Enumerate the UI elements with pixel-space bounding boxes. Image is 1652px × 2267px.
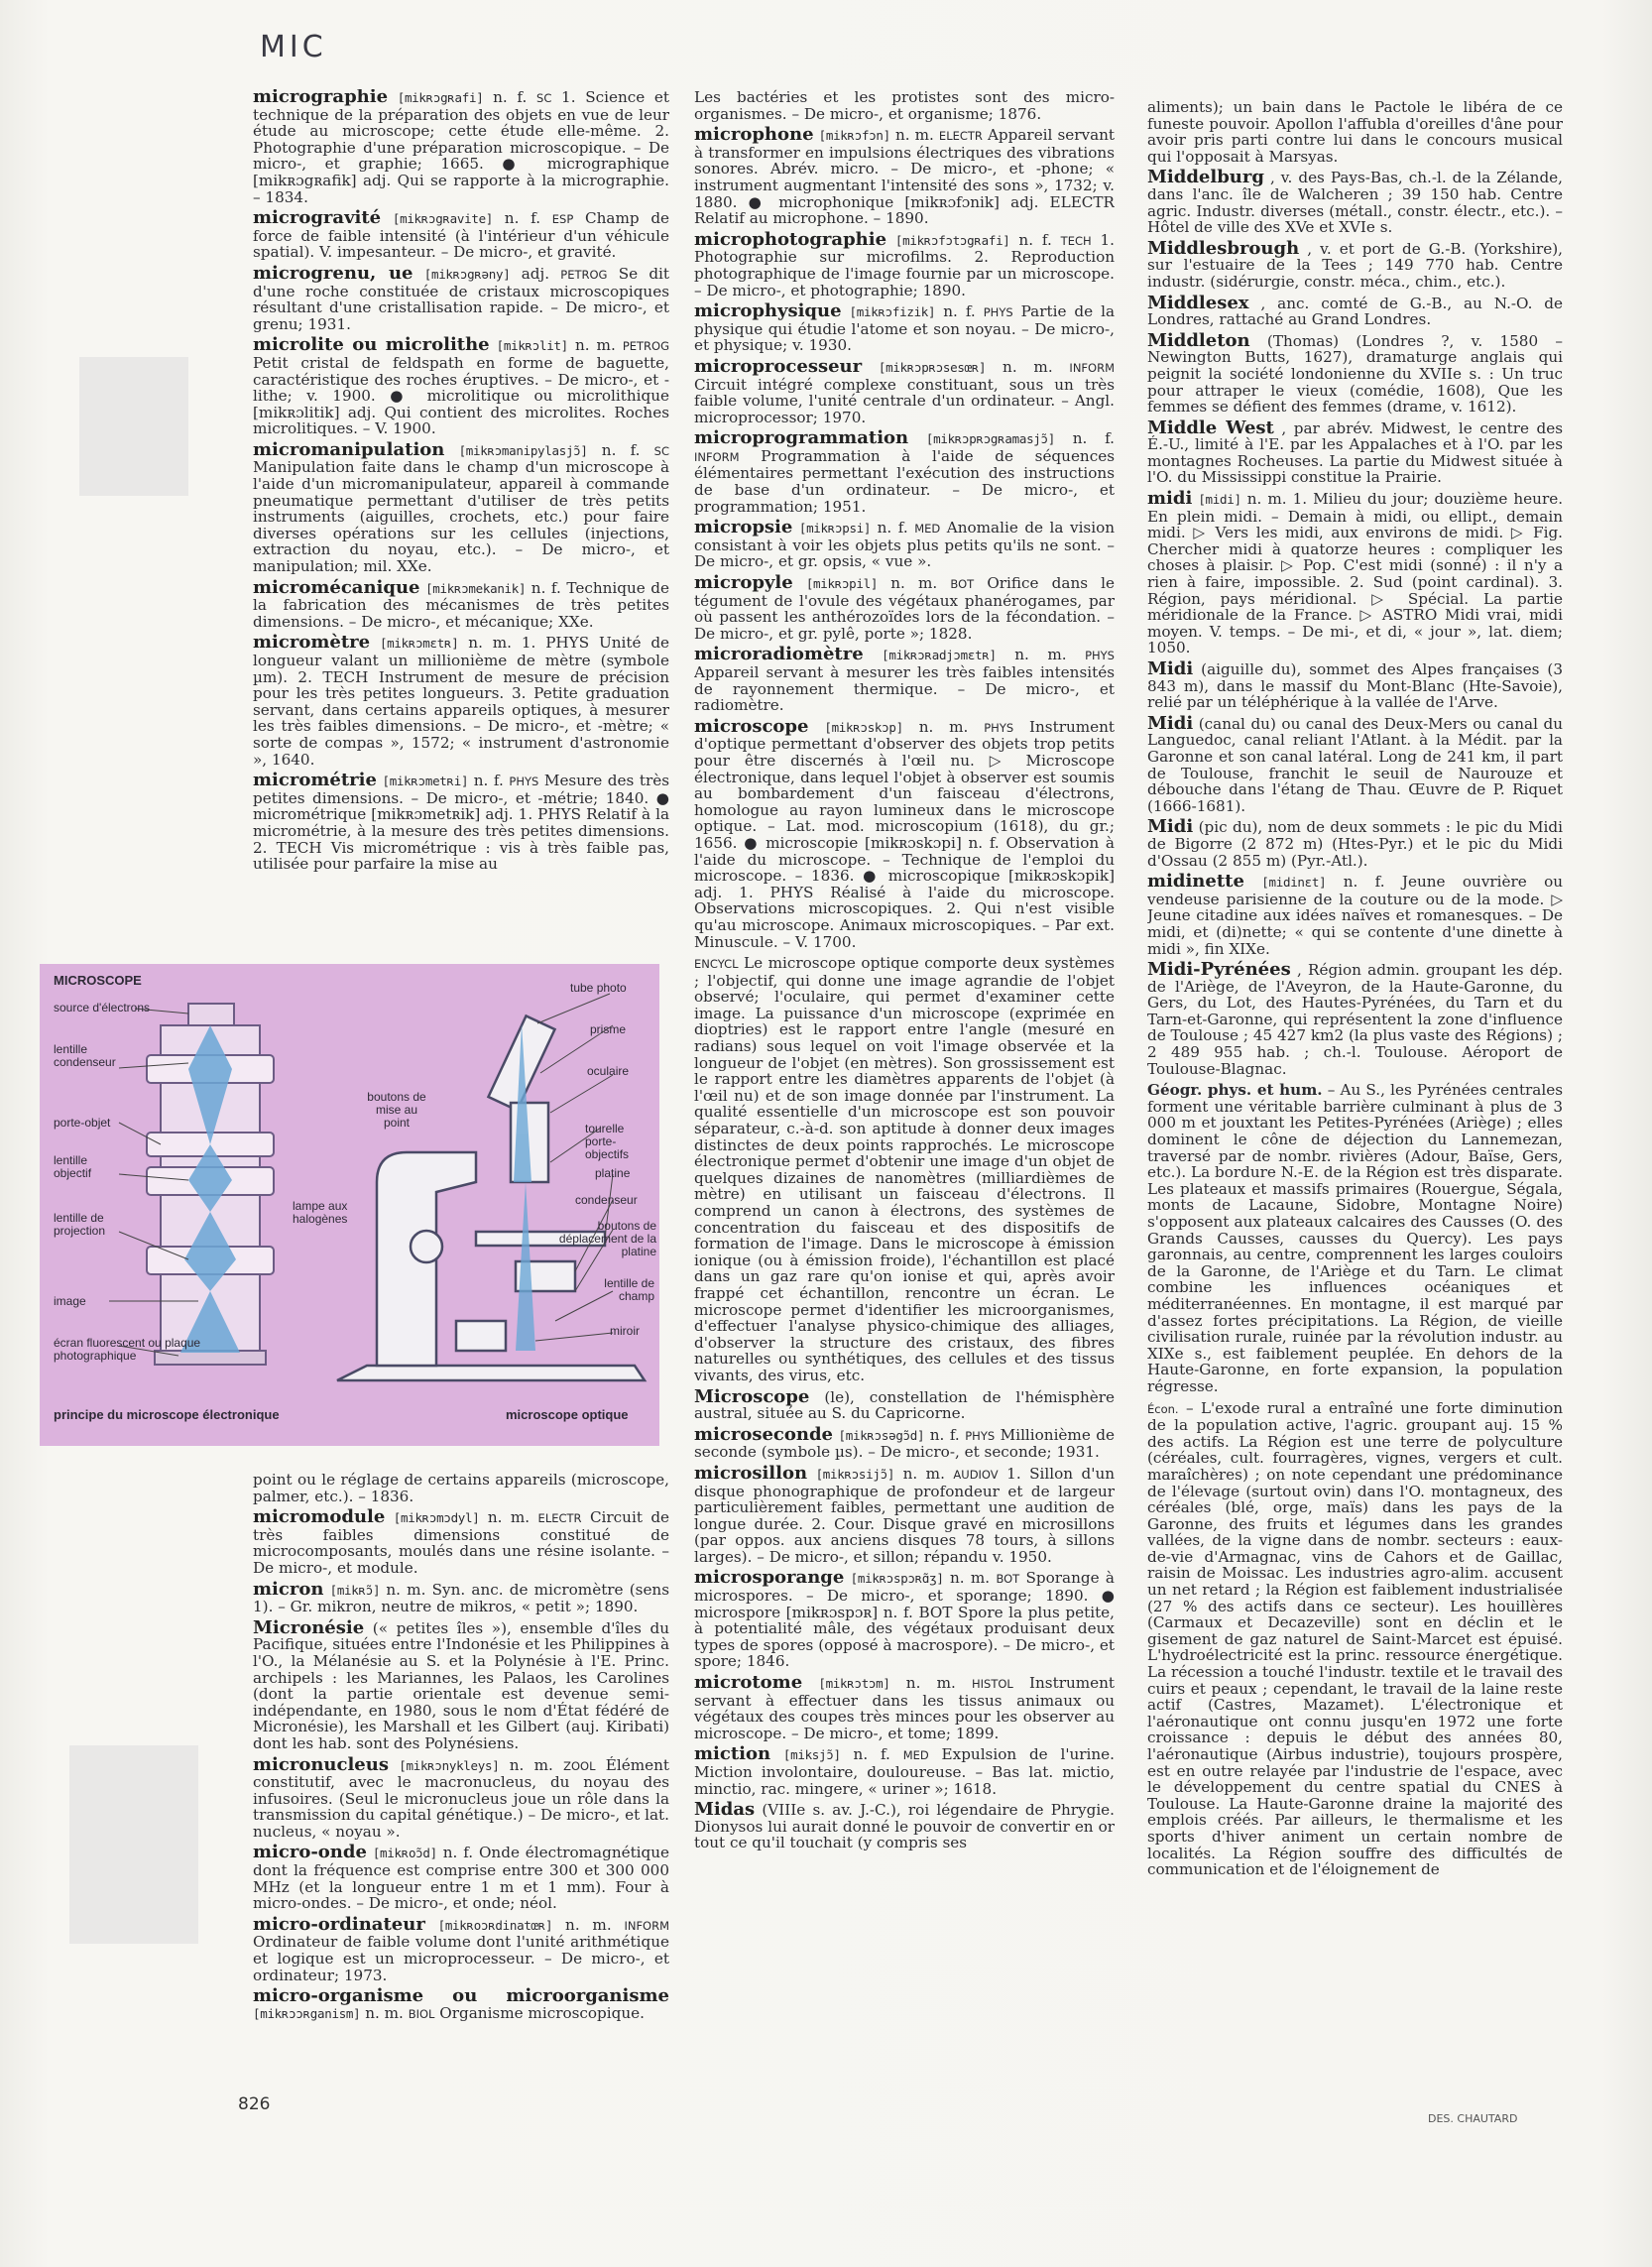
dictionary-entry [694, 1672, 1115, 1742]
dictionary-entry [694, 1567, 1115, 1671]
entry-phonetic: [mikʀɔlit] [496, 338, 568, 354]
entry-headword: Micronésie [253, 1616, 365, 1638]
entry-domain-tag: Géogr. phys. et hum. [1147, 1081, 1323, 1100]
entry-definition: Appareil servant à transformer en impulsions électriques des vibrations sonores. Abrév. micro. – De micro-, et -phone; « instrument augmentant l'intensité des sons », 1732; v. 1880. ● microphonique [mikʀɔfɔnik] adj. ELECTR Relatif au microphone. – 1890. [694, 126, 1115, 228]
entry-definition: Jeune ouvrière ou vendeuse parisienne de la couture ou de la mode. ▷ Jeune citadine aux idées naïves et romanesques. – De midi, et (di)nette; « qui se contente d'une dinette à midi », fin XIXe. [1147, 873, 1563, 958]
label-boutons-mise-au-point: boutons de mise au point [367, 1090, 426, 1130]
entry-definition: (le), constellation de l'hémisphère austral, située au S. du Capricorne. [694, 1387, 1115, 1423]
entry-definition: – L'exode rural a entraîné une forte diminution de la population active, l'agric. groupant auj. 15 % des actifs. La Région est une terre de polyculture (céréales, cult. fourragères, vignes, vergers et cult. maraîchères) ; on note cependant une prédominance de l'élevage (surtout ovin) dans l'O. montagneux, des céréales (blé, orge, maïs) dans les pays de la Garonne, des fruits et légumes dans les grandes vallées, de la vigne dans de nombr. secteurs : eaux-de-vie d'Armagnac, vins de Cahors et de Gaillac, raisin de Moissac. Les industries agro-alim. accusent un net retard ; la Région est faiblement industrialisée (27 % des actifs dans ce secteur). Les houillères (Carmaux et Decazeville) sont en déclin et le gisement de gaz naturel de Saint-Marcet est épuisé. L'hydroélectricité est la princ. ressource énergétique. La récession a touché l'industr. textile et le travail des cuirs et peaux ; cependant, le travail de la laine reste actif (Castres, Mazamet). L'électronique et l'aéronautique ont connu jusqu'en 1972 une forte croissance : depuis le début des années 80, l'aéronautique (Airbus industrie), toujours prospère, est en outre relayée par l'industrie de l'espace, avec le développement du centre spatial du CNES à Toulouse. La Haute-Garonne draine la majorité des emplois créés. Par ailleurs, le thermalisme et les sports d'hiver animent un certain nombre de localités. La Région souffre des difficultés de communication et de l'éloignement de [1147, 1398, 1563, 1879]
entry-definition: Technique de la fabrication des mécanismes de très petites dimensions. – De micro-, et mécanique; XXe. [253, 578, 669, 631]
entry-definition: (Thomas) (Londres ?, v. 1580 – Newington Butts, 1627), dramaturge anglais qui peignit la société londonienne du XVIIe s. : Un truc pour attraper le vieux (comédie, 1608), Que les femmes se défient des femmes (drame, v. 1612). [1147, 331, 1563, 417]
entry-grammar: n. m. [509, 1755, 553, 1774]
entry-definition: Anomalie de la vision consistant à voir les objets plus petits qu'ils ne sont. – De micro-, et gr. opsis, « vue ». [694, 519, 1115, 571]
running-head: MIC [260, 30, 327, 64]
entry-definition: , v. et port de G.-B. (Yorkshire), sur l'estuaire de la Tees ; 149 770 hab. Centre industr. (sidérurgie, constr. méca., chim., etc.). [1147, 239, 1563, 291]
dictionary-entry [1147, 329, 1563, 417]
entry-definition: , anc. comté de G.-B., au N.-O. de Londres, rattaché au Grand Londres. [1147, 294, 1563, 329]
entry-domain-tag: INFORM [694, 449, 740, 464]
label-oculaire: oculaire [587, 1064, 630, 1078]
entry-definition: Élément constitutif, avec le macronucleus, du noyau des infusoires. (Seul le micronucleus joue un rôle dans la transmission du capital génétique.) – De micro-, et lat. nucleus, « noyau ». [253, 1755, 669, 1841]
label-source: source d'électrons [54, 1001, 151, 1014]
entry-domain-tag: ELECTR [938, 129, 983, 144]
entry-domain-tag: ENCYCL [694, 957, 739, 972]
entry-definition: Se dit d'une roche constituée de cristaux microscopiques résultant d'une cristallisation rapide. – De micro-, et grenu; 1931. [253, 264, 669, 333]
entry-headword: micromanipulation [253, 438, 445, 460]
dictionary-entry [694, 355, 1115, 426]
entry-phonetic: [mikʀɔfɔn] [818, 128, 890, 144]
entry-definition: Appareil servant à mesurer les très faibles intensités de rayonnement thermique. – De micro-, et radiomètre. [694, 663, 1115, 715]
dictionary-entry [253, 1506, 669, 1577]
entry-grammar: n. f. [943, 302, 976, 321]
entry-phonetic: [mikʀɔɔʀganism] [253, 2005, 361, 2021]
entry-headword: micro-onde [253, 1842, 367, 1863]
dictionary-entry [253, 1985, 669, 2022]
label-lentille-objectif: lentille objectif [54, 1153, 92, 1180]
entry-grammar: n. m. [890, 574, 938, 593]
entry-grammar: n. f. [504, 209, 541, 228]
entry-headword: Midi [1147, 816, 1194, 838]
entry-grammar: n. m. [949, 1569, 991, 1588]
entry-headword: Midas [694, 1799, 756, 1821]
dictionary-entry [694, 124, 1115, 228]
entry-domain-tag: PHYS [1085, 649, 1115, 663]
entry-definition: Circuit de très faibles dimensions constitué de microcomposants, moulés dans une résine isolante. – De micro-, et module. [253, 1508, 669, 1577]
entry-headword: midinette [1147, 871, 1244, 893]
entry-definition: (« petites îles »), ensemble d'îles du Pacifique, situées entre l'Indonésie et les Philippines à l'O., la Mélanésie au S. et la Polynésie à l'E. Princ. archipels : les Mariannes, les Palaos, les Carolines (dont la partie orientale est devenue semi-indépendante, en 1980, sous le nom d'État fédéré de Micronésie), les Marshall et les Gilbert (auj. Kiribati) dont les hab. sont des Polynésiens. [253, 1618, 669, 1752]
entry-phonetic: [mikʀoɔ̃d] [372, 1846, 437, 1861]
entry-phonetic: [mikʀɔtɔm] [818, 1676, 890, 1692]
entry-grammar: n. m. [468, 634, 512, 653]
entry-domain-tag: ZOOL [563, 1758, 596, 1773]
entry-grammar: n. m. [487, 1508, 531, 1527]
entry-grammar: n. f. [1018, 230, 1052, 249]
entry-phonetic: [mikʀɔpʀɔsesœʀ] [878, 359, 987, 375]
caption-optique: microscope optique [506, 1407, 629, 1422]
entry-domain-tag: HISTOL [972, 1677, 1013, 1692]
entry-phonetic: [midi] [1198, 492, 1241, 508]
entry-headword: microphone [694, 124, 814, 146]
entry-domain-tag: BIOL [408, 2006, 435, 2021]
dictionary-entry [694, 228, 1115, 299]
entry-phonetic: [mikʀɔnykleys] [399, 1757, 500, 1773]
entry-definition: Mesure des très petites dimensions. – De micro-, et -métrie; 1840. ● micrométrique [mikʀɔmetʀik] adj. 1. PHYS Relatif à la micrométrie, à la mesure des très petites dimensions. 2. TECH Vis micrométrique : vis à très faible pas, utilisée pour parfaire la mise au [253, 772, 669, 874]
entry-phonetic: [mikʀɔgʀəny] [423, 266, 511, 282]
entry-definition: (canal du) ou canal des Deux-Mers ou canal du Languedoc, canal reliant l'Atlant. à la Médit. par la Garonne et son canal latéral. Long de 241 km, il part de Toulouse, franchit le seuil de Naurouze et débouche dans l'étang de Thau. Œuvre de P. Riquet (1666-1681). [1147, 714, 1563, 815]
dictionary-entry [1147, 959, 1563, 1078]
entry-definition: 1. Photographie sur microfilms. 2. Reproduction photographique de l'image fournie par un microscope. – De micro-, et photographie; 1890. [694, 230, 1115, 299]
entry-definition: 1. PHYS Unité de longueur valant un millionième de mètre (symbole µm). 2. TECH Instrument de mesure de précision pour les très petites longueurs. 3. Petite graduation servant, dans certains appareils optiques, à mesurer les très faibles dimensions. – De micro-, et -mètre; « sorte de compas », 1572; « instrument d'astronomie », 1640. [253, 634, 669, 769]
dictionary-entry [253, 207, 669, 262]
entry-definition: , v. des Pays-Bas, ch.-l. de la Zélande, dans l'anc. île de Walcheren ; 39 150 hab. Centre agric. Industr. diverses (métall., constr. électr., etc.). – Hôtel de ville des XVe et XVIe s. [1147, 169, 1563, 237]
entry-headword: midi [1147, 488, 1193, 510]
entry-phonetic: [miksjɔ̃] [782, 1747, 841, 1763]
entry-domain-tag: PHYS [983, 305, 1013, 320]
entry-domain-tag: PHYS [984, 720, 1014, 735]
dictionary-entry [1147, 1082, 1563, 1394]
entry-headword: microsillon [694, 1462, 808, 1484]
label-image: image [54, 1294, 86, 1308]
entry-domain-tag: MED [902, 1748, 929, 1763]
entry-definition: point ou le réglage de certains appareils (microscope, palmer, etc.). – 1836. [253, 1472, 669, 1505]
entry-phonetic: [mikʀɔskɔp] [824, 719, 903, 735]
dictionary-entry [1147, 99, 1563, 165]
dictionary-entry [1147, 237, 1563, 291]
entry-definition: 1. Sillon d'un disque phonographique de profondeur et de largeur particulièrement faibles, permettant une audition de longue durée. 2. Cour. Disque gravé en microsillons (par oppos. aux anciens disques 78 tours, à sillons larges). – De micro-, et sillon; répandu v. 1950. [694, 1464, 1115, 1566]
entry-definition: Le microscope optique comporte deux systèmes ; l'objectif, qui donne une image agrandie de l'objet observé; l'oculaire, qui permet d'examiner cette image. La puissance d'un microscope (exprimée en dioptries) est le rapport entre l'angle (mesuré en radians) sous lequel on voit l'image observée et la longueur de l'objet (en mètres). Son grossissement est le rapport entre les diamètres apparents de l'objet (à l'œil nu) et de son image donnée par l'instrument. La qualité essentielle d'un microscope est son pouvoir séparateur, c.-à-d. son aptitude à donner deux images distinctes de deux points rapprochés. Le microscope électronique permet d'obtenir une image d'un objet de quelques dizaines de nanomètres (milliardièmes de mètre) en utilisant un faisceau d'électrons. Il comprend un canon à électrons, des systèmes de concentration du faisceau et des dispositifs de formation de l'image. Dans le microscope à émission ionique (ou à émission froide), l'échantillon est placé dans un gaz rare qu'on ionise et qui, après avoir frappé cet échantillon, rencontre un écran. Le microscope permet d'identifier les microorganismes, d'effectuer l'analyse physico-chimique des alliages, d'observer la structure des cristaux, des fibres naturelles ou synthétiques, des cellules et des tissus vivants, des virus, etc. [694, 954, 1115, 1384]
label-lentille-champ: lentille de champ [604, 1276, 654, 1303]
entry-definition: (VIIIe s. av. J.-C.), roi légendaire de Phrygie. Dionysos lui aurait donné le pouvoir de convertir en or tout ce qu'il touchait (y compris ses [694, 1801, 1115, 1852]
label-lentille-projection: lentille de projection [54, 1211, 106, 1238]
entry-headword: microscope [694, 715, 809, 737]
label-tourelle: tourelle porte-objectifs [585, 1122, 630, 1161]
figure-title: MICROSCOPE [54, 973, 142, 988]
entry-headword: micromodule [253, 1506, 386, 1528]
entry-domain-tag: SC [653, 443, 669, 458]
dictionary-entry [253, 262, 669, 333]
entry-grammar: n. m. [365, 2003, 404, 2022]
microscope-figure [40, 964, 659, 1446]
caption-electron: principe du microscope électronique [54, 1407, 280, 1422]
entry-headword: microgrenu, ue [253, 262, 413, 284]
entry-grammar: n. f. [442, 1844, 474, 1862]
entry-grammar: n. m. [905, 1674, 956, 1693]
entry-headword: micrométrie [253, 770, 377, 791]
entry-phonetic: [mikʀɔmekanik] [425, 580, 527, 596]
entry-domain-tag: AUDIOV [953, 1467, 999, 1482]
entry-phonetic: [midinɛt] [1261, 875, 1327, 891]
entry-headword: microtome [694, 1672, 803, 1694]
entry-definition: Expulsion de l'urine. Miction involontaire, douloureuse. – Bas lat. mictio, minctio, rac. mingere, « uriner »; 1618. [694, 1745, 1115, 1798]
entry-phonetic: [mikʀɔmɔdyl] [393, 1510, 480, 1526]
entry-headword: micromètre [253, 632, 371, 654]
dictionary-entry [694, 300, 1115, 355]
dictionary-entry [694, 572, 1115, 643]
dictionary-entry [694, 1799, 1115, 1852]
entry-domain-tag: TECH [1060, 233, 1092, 248]
dictionary-entry [1147, 658, 1563, 712]
entry-domain-tag: SC [536, 91, 552, 105]
entry-phonetic: [mikʀɔpʀɔgʀamasjɔ̃] [925, 431, 1055, 447]
entry-grammar: n. f. [1343, 873, 1385, 892]
entry-phonetic: [mikʀɔmɛtʀ] [379, 636, 459, 652]
dictionary-entry [253, 576, 669, 631]
entry-domain-tag: PHYS [965, 1428, 996, 1443]
entry-grammar: n. f. [877, 519, 908, 537]
label-prisme: prisme [590, 1022, 627, 1036]
dictionary-entry [1147, 816, 1563, 870]
entry-definition: Onde électromagnétique dont la fréquence est comprise entre 300 et 300 000 MHz (et la longueur entre 1 m et 1 mm). Four à micro-ondes. – De micro-, et onde; néol. [253, 1844, 669, 1913]
dictionary-entry [1147, 167, 1563, 237]
dictionary-entry [694, 715, 1115, 951]
entry-grammar: n. m. [574, 336, 616, 355]
entry-definition: Circuit intégré complexe constituant, sous un très faible volume, l'unité centrale d'un ordinateur. – Angl. microprocessor; 1970. [694, 375, 1115, 426]
entry-phonetic: [mikʀɔgʀavite] [392, 211, 494, 227]
entry-headword: micro-ordinateur [253, 1913, 425, 1935]
entry-phonetic: [mikʀɔ̃] [329, 1582, 381, 1598]
entry-headword: microgravité [253, 207, 382, 229]
entry-definition: Syn. anc. de micromètre (sens 1). – Gr. mikron, neutre de mikros, « petit »; 1890. [253, 1580, 669, 1616]
entry-grammar: n. m. [1003, 357, 1053, 376]
dictionary-entry [1147, 871, 1563, 958]
entry-definition: (aiguille du), sommet des Alpes françaises (3 843 m), dans le massif du Mont-Blanc (Hte-Savoie), relié par un téléphérique à la vallée de l'Arve. [1147, 660, 1563, 712]
label-tube-photo: tube photo [570, 981, 627, 995]
dictionary-entry [253, 1753, 669, 1841]
entry-grammar: n. m. [1014, 646, 1067, 664]
entry-domain-tag: MED [914, 522, 941, 537]
entry-grammar: n. f. [473, 772, 504, 790]
entry-headword: micromécanique [253, 576, 420, 598]
entry-headword: micron [253, 1578, 324, 1600]
entry-grammar: n. m. [902, 1464, 945, 1483]
entry-definition: Ordinateur de faible volume dont l'unité arithmétique et logique est un microprocesseur. – De micro-, et ordinateur; 1973. [253, 1933, 669, 1984]
entry-headword: Midi [1147, 658, 1194, 679]
dictionary-entry [253, 1472, 669, 1504]
entry-definition: Millionième de seconde (symbole µs). – De micro-, et seconde; 1931. [694, 1425, 1115, 1462]
entry-headword: microphysique [694, 300, 842, 322]
entry-grammar: n. m. [565, 1915, 612, 1934]
dictionary-entry [253, 1616, 669, 1752]
entry-phonetic: [mikʀɔsijɔ̃] [815, 1466, 895, 1482]
entry-headword: microlite ou microlithe [253, 334, 490, 356]
entry-headword: Middle West [1147, 417, 1274, 438]
entry-grammar: n. m. [386, 1580, 426, 1599]
entry-headword: microprogrammation [694, 427, 909, 449]
entry-definition: Champ de force de faible intensité (à l'intérieur d'un véhicule spatial). V. impesanteur. – De micro-, et gravité. [253, 209, 669, 262]
entry-definition: Sporange à microspores. – De micro-, et sporange; 1890. ● microspore [mikʀɔspɔʀ] n. f. BOT Spore la plus petite, à potentialité mâle, des végétaux produisant deux types de spores (opposé à macrospore). – De micro-, et spore; 1846. [694, 1569, 1115, 1671]
entry-headword: miction [694, 1743, 771, 1765]
label-miroir: miroir [610, 1324, 640, 1338]
entry-definition: Partie de la physique qui étudie l'atome et son noyau. – De micro-, et physique; v. 1930. [694, 302, 1115, 355]
entry-definition: , par abrév. Midwest, le centre des É.-U., limité à l'E. par les Appalaches et à l'O. par les montagnes Rocheuses. La partie du Midwest située à l'O. du Mississippi constitue la Prairie. [1147, 418, 1563, 487]
entry-definition: Orifice dans le tégument de l'ovule des végétaux phanérogames, par où passent les anthérozoïdes lors de la fécondation. – De micro-, et gr. pylê, porte »; 1828. [694, 574, 1115, 643]
entry-definition: 1. Milieu du jour; douzième heure. En plein midi. – Demain à midi, ou ellipt., demain midi. ▷ Vers les midi, aux environs de midi. ▷ Fig. Chercher midi à quatorze heures : compliquer les choses à plaisir. ▷ Pop. C'est midi (sonné) : il n'y a rien à faire, impossible. 2. Sud (point cardinal). 3. Région, pays méridional. ▷ Spécial. La partie méridionale de la France. ▷ ASTRO Midi vrai, midi moyen. V. temps. – De mi-, et di, « jour », lat. diem; 1050. [1147, 490, 1563, 657]
entry-headword: microprocesseur [694, 355, 863, 377]
entry-domain-tag: PETROG [622, 339, 669, 354]
entry-grammar: n. m. [894, 126, 934, 145]
dictionary-entry [253, 334, 669, 438]
entry-grammar: n. f. [1072, 429, 1115, 448]
entry-definition: Instrument servant à effectuer dans les tissus animaux ou végétaux des coupes très minces pour les observer au microscope. – De micro-, et tome; 1899. [694, 1674, 1115, 1742]
dictionary-entry [1147, 1400, 1563, 1878]
dictionary-entry [694, 1743, 1115, 1798]
entry-definition: Les bactéries et les protistes sont des micro-organismes. – De micro-, et organisme; 1876. [694, 89, 1115, 123]
label-lampe: lampe aux halogènes [293, 1199, 348, 1226]
label-lentille-condenseur: lentille condenseur [54, 1042, 116, 1069]
dictionary-entry [253, 89, 669, 205]
entry-headword: micronucleus [253, 1753, 389, 1775]
entry-definition: Manipulation faite dans le champ d'un microscope à l'aide d'un micromanipulateur, appareil à commande pneumatique permettant d'utiliser de très petits instruments (aiguilles, crochets, etc.) pour faire diverses opérations sur les cellules (injections, extraction du noyau, etc.). – De micro-, et manipulation; mil. XXe. [253, 458, 669, 576]
entry-domain-tag: ESP [551, 212, 574, 227]
entry-definition: Instrument d'optique permettant d'observer des objets trop petits pour être discernés à l'œil nu. ▷ Microscope électronique, dans lequel l'objet à observer est soumis au bombardement d'un faisceau d'électrons, homologue au rayon lumineux dans le microscope optique. – Lat. mod. microscopium (1618), du gr.; 1656. ● microscopie [mikʀɔskɔpi] n. f. Observation à l'aide du microscope. – Technique de l'emploi du microscope. – 1836. ● microscopique [mikʀɔskɔpik] adj. 1. PHYS Réalisé à l'aide du microscope. Observations microscopiques. 2. Qui n'est visible qu'au microscope. Animaux microscopiques. – Par ext. Minuscule. – V. 1700. [694, 717, 1115, 951]
dictionary-entry [694, 427, 1115, 516]
column-2 [694, 89, 1115, 2092]
entry-headword: Middlesbrough [1147, 237, 1300, 259]
entry-headword: micro-organisme ou microorganisme [253, 1985, 669, 2007]
page-number: 826 [238, 2094, 271, 2114]
label-platine: platine [595, 1166, 631, 1180]
entry-domain-tag: PHYS [509, 775, 539, 789]
entry-domain-tag: PETROG [560, 267, 608, 282]
dictionary-entry [1147, 417, 1563, 487]
entry-grammar: n. f. [493, 89, 528, 106]
dictionary-entry [253, 438, 669, 576]
entry-grammar: n. f. [601, 440, 641, 459]
entry-headword: microphotographie [694, 228, 887, 250]
entry-definition: (pic du), nom de deux sommets : le pic du Midi de Bigorre (2 872 m) (Htes-Pyr.) et le pic du Midi d'Ossau (2 855 m) (Pyr.-Atl.). [1147, 818, 1563, 870]
dictionary-entry [694, 89, 1115, 122]
entry-headword: micropsie [694, 517, 793, 538]
entry-domain-tag: BOT [996, 1572, 1020, 1587]
entry-domain-tag: Écon. [1147, 1401, 1179, 1416]
entry-headword: Middleton [1147, 329, 1250, 351]
entry-grammar: adj. [521, 264, 550, 283]
entry-phonetic: [mikʀɔmanipylasjɔ̃] [458, 442, 588, 458]
entry-phonetic: [mikʀɔspɔʀɑ̃ʒ] [850, 1571, 944, 1587]
entry-domain-tag: BOT [950, 577, 975, 592]
entry-definition: – Au S., les Pyrénées centrales forment une véritable barrière culminant à plus de 3 000 m et jouxtant les Petites-Pyrénées (Ariège) ; elles dominent le cône de déjection du Lannemezan, traversé par de nombr. rivières (Adour, Baïse, Gers, etc.). La bordure N.-E. de la Région est très disparate. Les plateaux et massifs primaires (Rouergue, Ségala, monts de Lacaune, Sidobre, Montagne Noire) s'opposent aux plateaux calcaires des Causses (O. des Grands Causses, causses du Quercy). Les pays garonnais, au centre, comprennent les larges couloirs de la Garonne, de l'Ariège et du Tarn. Le climat combine les influences océaniques et méditerranéennes. En montagne, il est marqué par d'assez fortes précipitations. La Région, de vieille civilisation rurale, ruinée par la révolution industr. au XIXe s., est faiblement peuplée. En dehors de la Haute-Garonne, en forte expansion, la population régresse. [1147, 1081, 1563, 1395]
dictionary-entry [253, 632, 669, 769]
entry-phonetic: [mikʀɔpsi] [798, 521, 872, 537]
entry-headword: Middelburg [1147, 167, 1264, 188]
dictionary-entry [1147, 712, 1563, 815]
illustration-credit: DES. CHAUTARD [1428, 2112, 1518, 2125]
entry-grammar: n. f. [929, 1425, 960, 1444]
entry-domain-tag: INFORM [624, 1918, 669, 1933]
dictionary-entry [1147, 488, 1563, 657]
entry-headword: micrographie [253, 89, 389, 107]
entry-definition: , Région admin. groupant les dép. de l'Ariège, de l'Aveyron, de la Haute-Garonne, du Gers, du Lot, des Hautes-Pyrénées, du Tarn et du Tarn-et-Garonne, qui représentent la zone d'influence de Toulouse ; 45 427 km2 (la plus vaste des Régions) ; 2 489 955 hab. ; ch.-l. Toulouse. Aéroport de Toulouse-Blagnac. [1147, 961, 1563, 1078]
dictionary-entry [694, 517, 1115, 571]
entry-headword: Midi [1147, 712, 1194, 734]
entry-phonetic: [mikʀɔpil] [805, 576, 879, 592]
column-1-bottom [253, 1472, 669, 2087]
entry-phonetic: [mikʀɔʀadjɔmɛtʀ] [882, 648, 997, 663]
label-condenseur: condenseur [575, 1193, 638, 1207]
entry-phonetic: [mikʀɔgʀafi] [397, 90, 484, 105]
dictionary-entry [694, 644, 1115, 715]
dictionary-entry [694, 955, 1115, 1383]
dictionary-entry [694, 1462, 1115, 1566]
entry-domain-tag: ELECTR [537, 1511, 582, 1526]
dictionary-entry [253, 770, 669, 874]
dictionary-entry [694, 1423, 1115, 1462]
entry-headword: microsporange [694, 1567, 845, 1589]
entry-phonetic: [mikʀɔfɔtɔgʀafi] [894, 232, 1010, 248]
dictionary-entry [253, 1578, 669, 1616]
entry-headword: micropyle [694, 572, 793, 594]
dictionary-entry [253, 1842, 669, 1913]
entry-phonetic: [mikʀoɔʀdinatœʀ] [437, 1917, 553, 1933]
entry-phonetic: [mikʀɔfizik] [849, 304, 936, 320]
entry-grammar: n. m. [918, 717, 969, 736]
entry-grammar: n. f. [853, 1745, 890, 1764]
entry-definition: aliments); un bain dans le Pactole le libéra de ce funeste pouvoir. Apollon l'affubla d'oreilles d'âne pour avoir pris parti contre lui dans le concours musical qui l'opposait à Marsyas. [1147, 99, 1563, 166]
label-boutons-deplacement: boutons de déplacement de la platine [558, 1219, 656, 1258]
entry-phonetic: [mikʀɔsəgɔ̃d] [838, 1427, 925, 1443]
entry-headword: Middlesex [1147, 292, 1249, 313]
entry-domain-tag: INFORM [1069, 360, 1115, 375]
entry-definition: Organisme microscopique. [439, 2003, 645, 2022]
entry-definition: Petit cristal de feldspath en forme de baguette, caractéristique des roches éruptives. – De micro-, et -lithe; v. 1900. ● microlitique ou microlithique [mikʀɔlitik] adj. Qui contient des microlites. Roches microlitiques. – V. 1900. [253, 353, 669, 438]
entry-headword: microradiomètre [694, 644, 864, 665]
entry-grammar: n. f. [531, 578, 561, 597]
dictionary-entry [694, 1385, 1115, 1423]
label-porte-objet: porte-objet [54, 1116, 111, 1130]
column-1-top [253, 89, 669, 962]
entry-definition: Programmation à l'aide de séquences élémentaires permettant l'exécution des instructions de base d'un ordinateur. – De micro-, et programmation; 1951. [694, 446, 1115, 516]
entry-definition: 1. Science et technique de la préparation des objets en vue de leur étude au microscope; cette étude elle-même. 2. Photographie d'une préparation microscopique. – De micro-, et graphie; 1665. ● micrographique [mikʀɔgʀafik] adj. Qui se rapporte à la micrographie. – 1834. [253, 89, 669, 206]
entry-grammar: n. m. [1246, 490, 1287, 509]
entry-headword: Midi-Pyrénées [1147, 959, 1291, 981]
column-3 [1147, 99, 1563, 2092]
dictionary-entry [1147, 292, 1563, 329]
entry-phonetic: [mikʀɔmetʀi] [382, 774, 469, 789]
entry-headword: microseconde [694, 1423, 834, 1445]
entry-headword: Microscope [694, 1385, 810, 1407]
dictionary-entry [253, 1913, 669, 1984]
label-ecran: écran fluorescent ou plaque photographique [54, 1336, 201, 1363]
